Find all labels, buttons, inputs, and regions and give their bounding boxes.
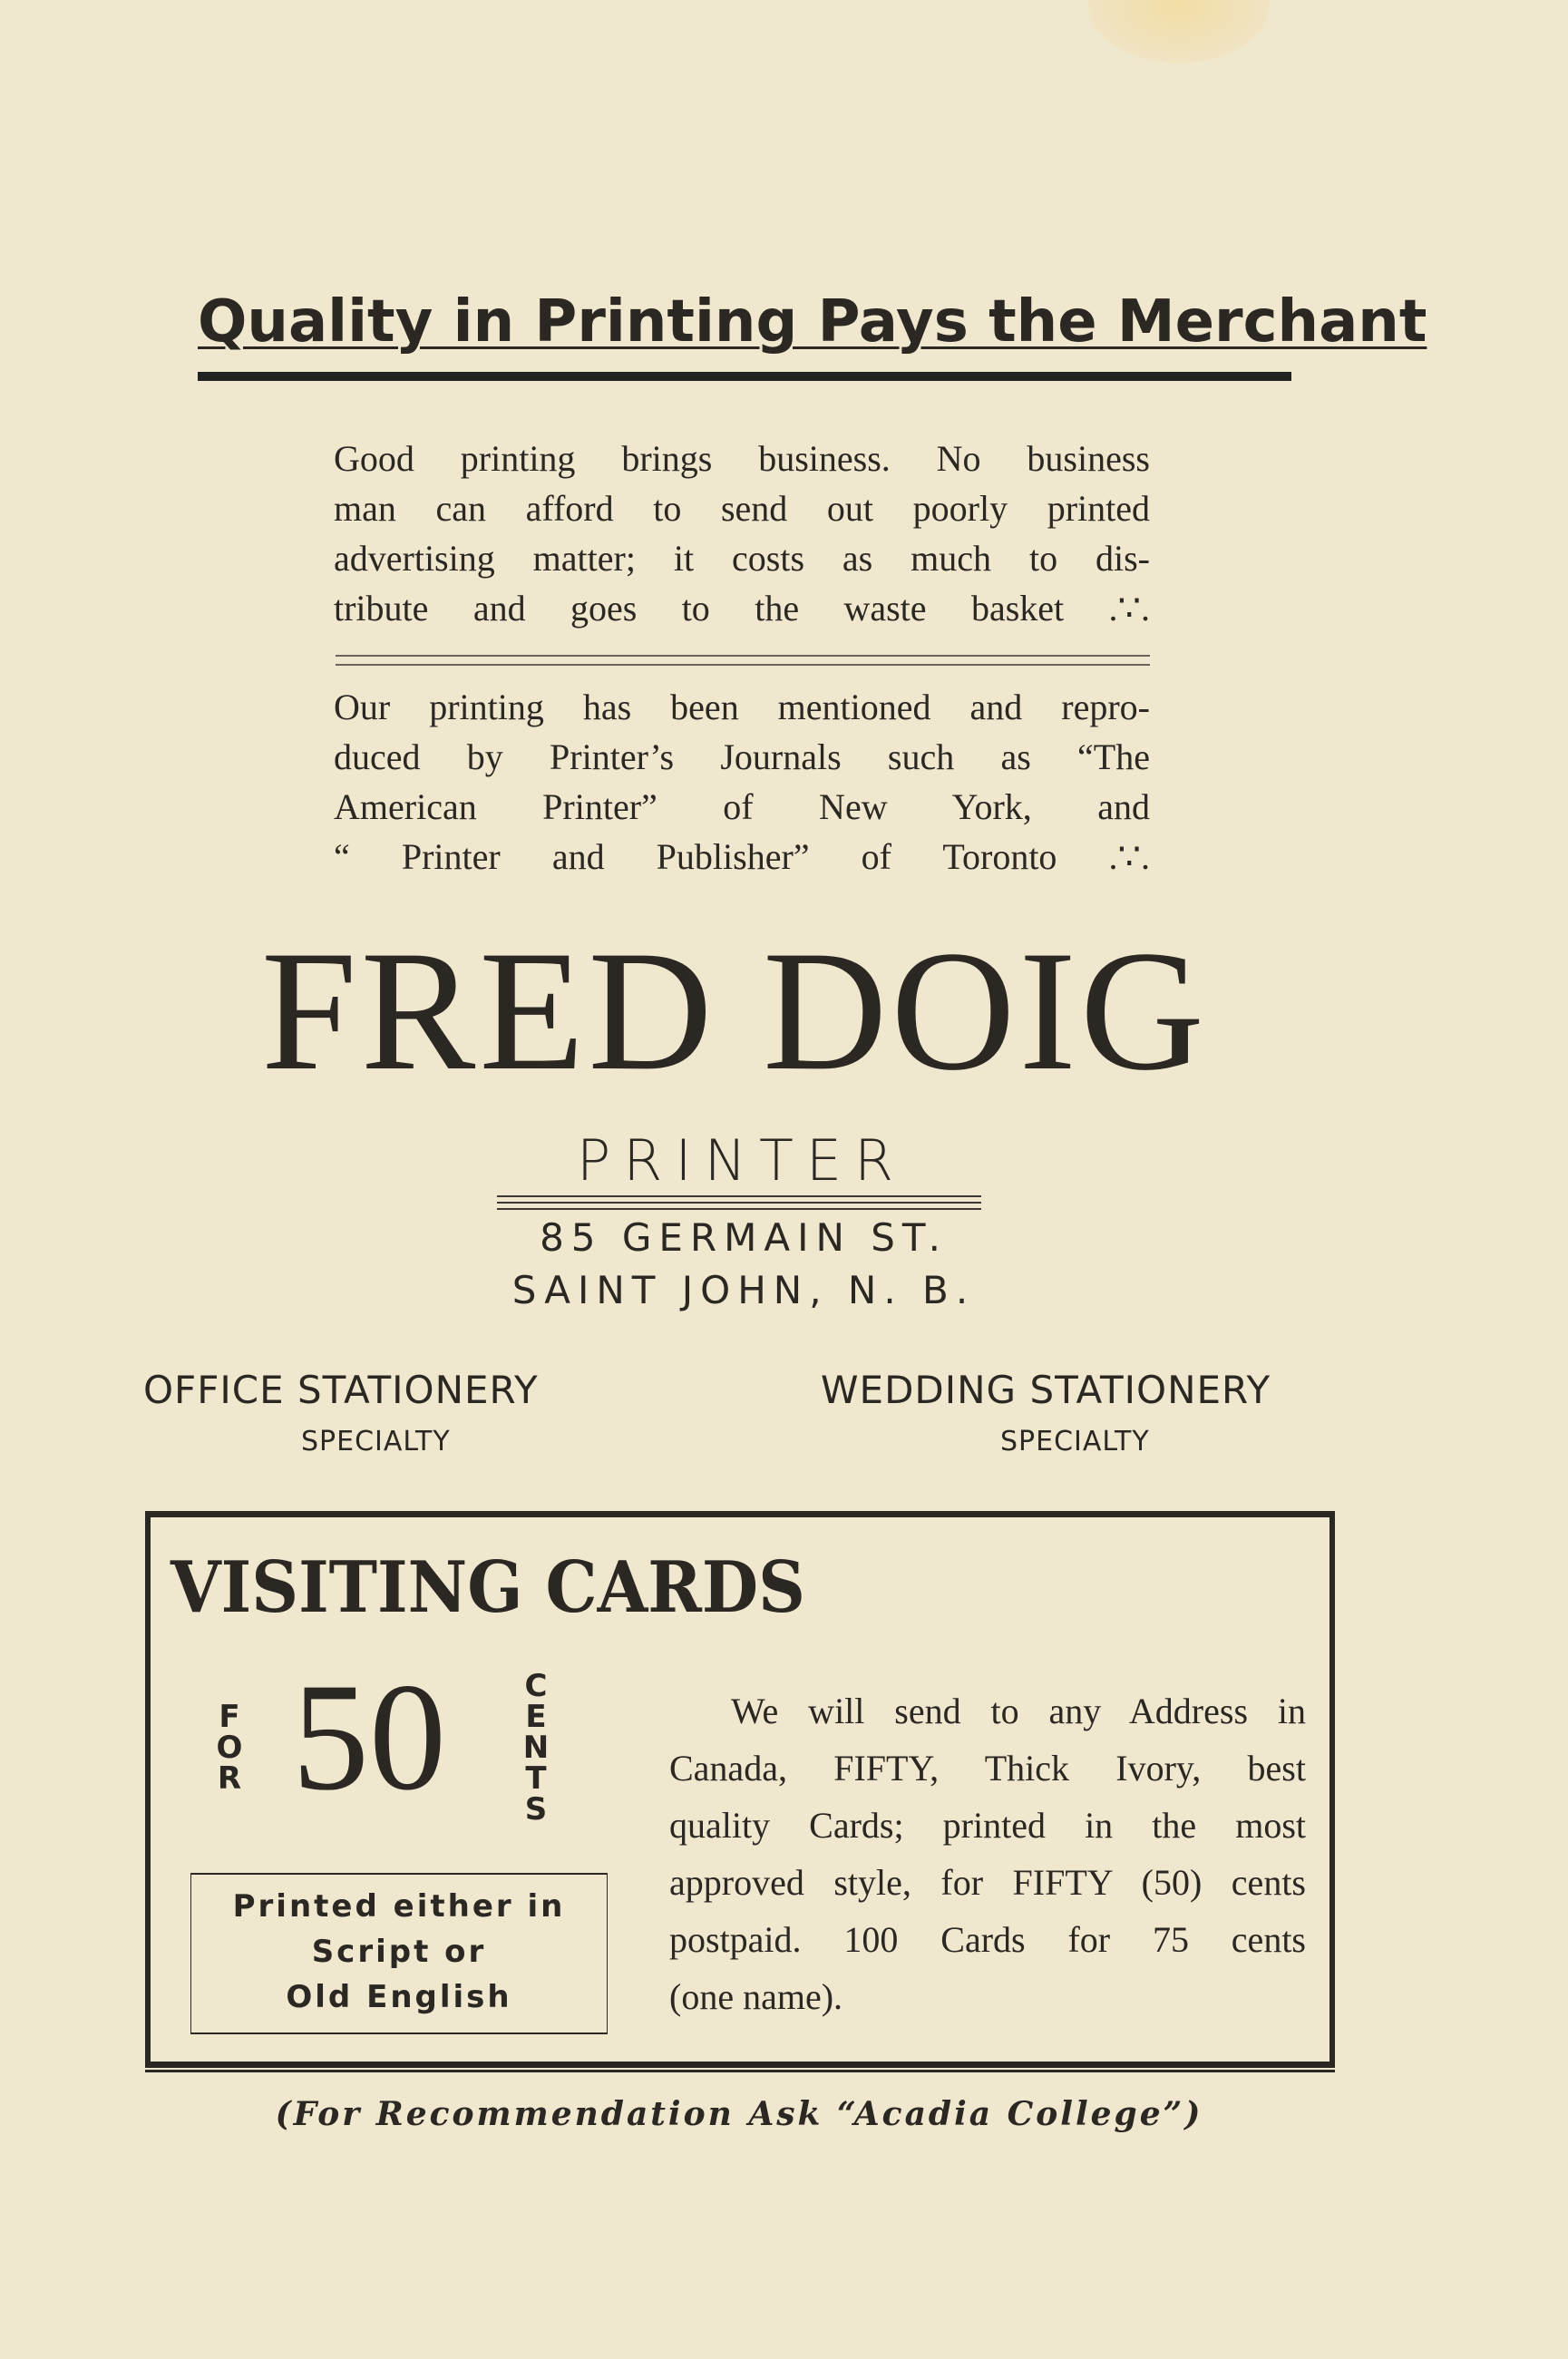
description-line: Canada, FIFTY, Thick Ivory, best	[669, 1748, 1306, 1789]
trade-label: PRINTER	[576, 1127, 907, 1194]
trade-rule	[497, 1195, 981, 1210]
visiting-cards-title: VISITING CARDS	[170, 1546, 805, 1629]
wedding-stationery-specialty: SPECIALTY	[1000, 1426, 1150, 1457]
paragraph-line: duced by Printer’s Journals such as “The	[334, 736, 1150, 777]
box-bottom-rule	[145, 2070, 1335, 2072]
section-divider	[336, 655, 1150, 666]
cents-letter: E	[525, 1699, 547, 1735]
paragraph-line: Good printing brings business. No business	[334, 438, 1150, 479]
for-letter: F	[219, 1699, 240, 1735]
description-line: quality Cards; printed in the most	[669, 1805, 1306, 1846]
paragraph-our-printing	[334, 682, 1150, 882]
script-line: Printed either in	[232, 1888, 566, 1925]
description-line: approved style, for FIFTY (50) cents	[669, 1862, 1306, 1903]
headline-text: Quality in Printing Pays the Merchant	[198, 288, 1427, 356]
for-letter: O	[216, 1730, 243, 1766]
script-line: Script or	[311, 1934, 487, 1970]
for-vertical-label	[216, 1699, 243, 1797]
script-options-box	[190, 1873, 608, 2034]
cents-letter: N	[522, 1730, 550, 1766]
office-stationery-specialty: SPECIALTY	[301, 1426, 451, 1457]
paragraph-line: “ Printer and Publisher” of Toronto .∵.	[334, 836, 1150, 877]
wedding-stationery-title: WEDDING STATIONERY	[821, 1368, 1271, 1412]
paragraph-line: man can afford to send out poorly printed	[334, 488, 1150, 529]
business-name: FRED DOIG	[260, 916, 1209, 1106]
for-letter: R	[217, 1760, 242, 1797]
cents-letter: S	[524, 1791, 548, 1828]
office-stationery-title: OFFICE STATIONERY	[143, 1368, 539, 1412]
description-line: (one name).	[669, 1976, 843, 2017]
headline-rule	[198, 372, 1291, 381]
price-fifty: 50	[292, 1652, 446, 1822]
paragraph-line: American Printer” of New York, and	[334, 786, 1150, 827]
address-street: 85 GERMAIN ST.	[540, 1215, 948, 1260]
paper-stain	[1088, 0, 1270, 63]
recommendation-footer: (For Recommendation Ask “Acadia College”)	[275, 2095, 1203, 2133]
paragraph-good-printing	[334, 434, 1150, 633]
description-line: postpaid. 100 Cards for 75 cents	[669, 1919, 1306, 1960]
paragraph-line: advertising matter; it costs as much to dis-	[334, 538, 1150, 579]
description-line: We will send to any Address in	[731, 1691, 1306, 1731]
cents-letter: T	[525, 1760, 547, 1797]
script-line: Old English	[286, 1979, 512, 2015]
visiting-cards-description	[669, 1682, 1306, 2025]
address-city: SAINT JOHN, N. B.	[511, 1268, 976, 1312]
cents-vertical-label	[522, 1668, 550, 1828]
cents-letter: C	[524, 1668, 548, 1704]
paragraph-line: Our printing has been mentioned and repro-	[334, 687, 1150, 727]
headline	[198, 288, 1427, 361]
paragraph-line: tribute and goes to the waste basket .∵.	[334, 588, 1150, 629]
